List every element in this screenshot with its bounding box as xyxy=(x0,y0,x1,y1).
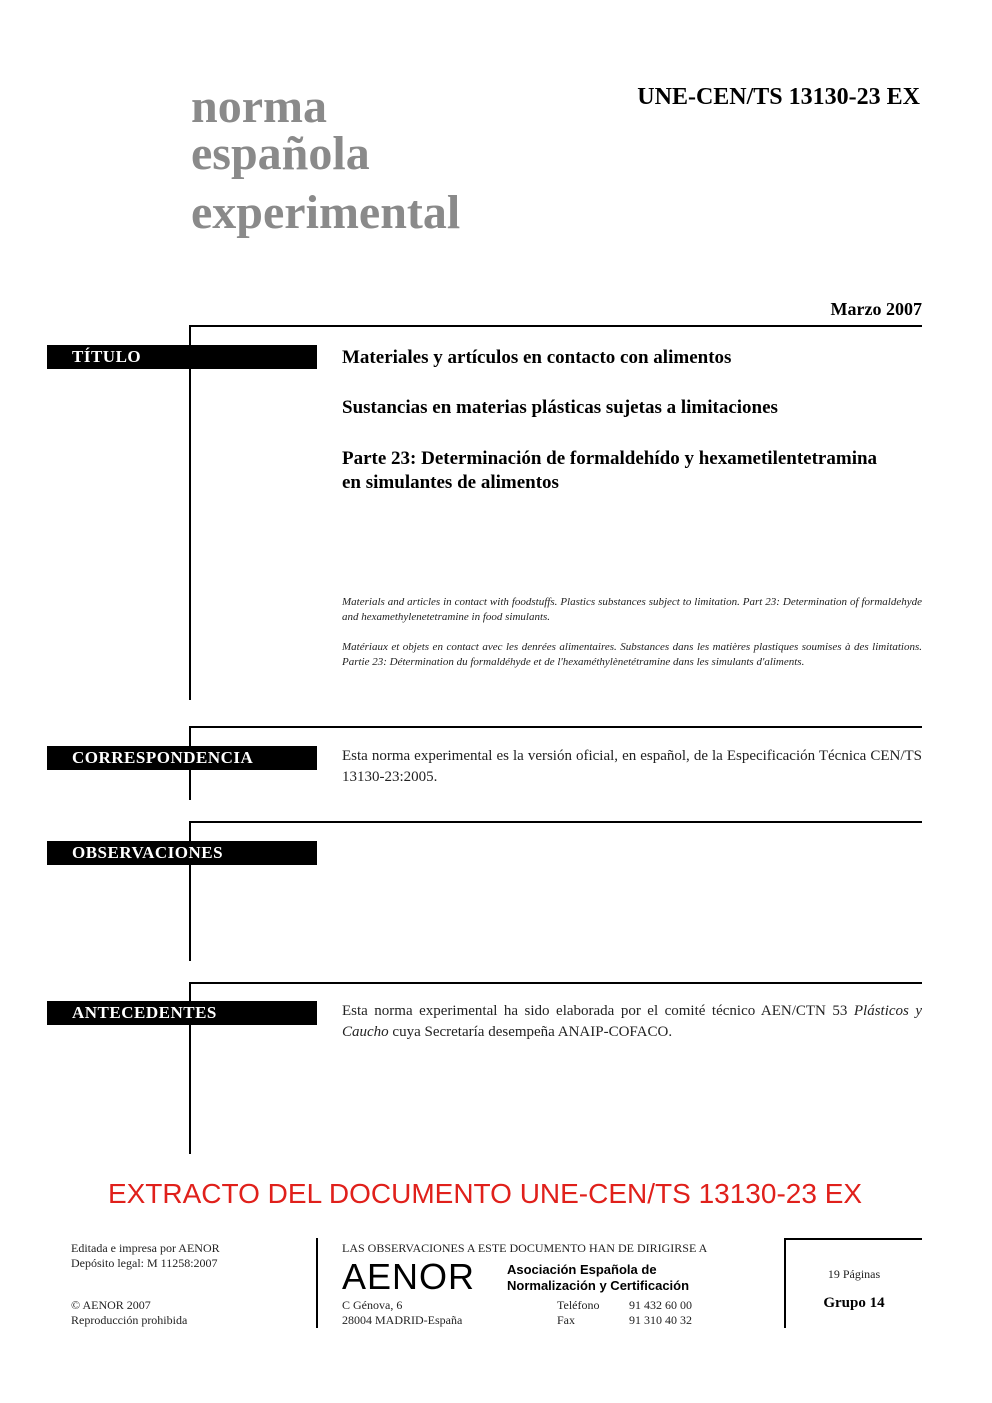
footer-deposit: Depósito legal: M 11258:2007 xyxy=(71,1256,218,1270)
header-experimental: experimental xyxy=(191,186,461,239)
title-french: Matériaux et objets en contact avec les denrées alimentaires. Substances dans les matières plastiques soumises à des limitations. Partie 23: Détermination du formaldéhyde et de l'hexaméthylènetétramine dans les simulants d'aliments. xyxy=(342,641,922,668)
antecedentes-top-rule xyxy=(189,982,922,984)
titulo-top-rule xyxy=(189,325,922,327)
titulo-vertical-rule xyxy=(189,325,191,700)
antecedentes-text-end: cuya Secretaría desempeña ANAIP-COFACO. xyxy=(388,1024,673,1040)
footer-separator-left xyxy=(316,1238,318,1328)
correspondencia-label: CORRESPONDENCIA xyxy=(47,746,317,770)
observaciones-label: OBSERVACIONES xyxy=(47,841,317,865)
title-english: Materials and articles in contact with foodstuffs. Plastics substances subject to limitation. Part 23: Determination of formaldehyde and hexamethylenetetramine in food simulants. xyxy=(342,596,922,623)
title-main: Materiales y artículos en contacto con alimentos xyxy=(342,347,732,368)
footer-fax: 91 310 40 32 xyxy=(629,1313,692,1327)
footer-phone: 91 432 60 00 xyxy=(629,1298,692,1312)
aenor-org-name xyxy=(507,1262,689,1294)
document-date: Marzo 2007 xyxy=(830,299,922,319)
aenor-logo: AENOR xyxy=(342,1256,476,1297)
footer-box-top-rule xyxy=(784,1238,922,1240)
titulo-label: TÍTULO xyxy=(47,345,317,369)
committee-name: Plásticos y Caucho xyxy=(342,1003,923,1040)
footer-separator-right xyxy=(784,1238,786,1328)
aenor-org-line2: Normalización y Certificación xyxy=(507,1278,690,1293)
title-part-line1: Parte 23: Determinación de formaldehído y hexametilentetramina xyxy=(342,448,878,469)
footer-address1: C Génova, 6 xyxy=(342,1298,403,1312)
footer-reproduction: Reproducción prohibida xyxy=(71,1313,188,1327)
header-norma: norma xyxy=(191,80,327,133)
document-code: UNE-CEN/TS 13130-23 EX xyxy=(637,84,920,110)
title-sub: Sustancias en materias plásticas sujetas a limitaciones xyxy=(342,397,778,418)
title-part-line2: en simulantes de alimentos xyxy=(342,472,559,493)
observaciones-top-rule xyxy=(189,821,922,823)
antecedentes-label: ANTECEDENTES xyxy=(47,1001,317,1025)
footer-copyright: © AENOR 2007 xyxy=(71,1298,151,1312)
footer-group: Grupo 14 xyxy=(823,1295,885,1311)
antecedentes-text-start: Esta norma experimental ha sido elaborada por el comité técnico AEN/CTN 53 xyxy=(342,1003,854,1019)
aenor-org-line1: Asociación Española de xyxy=(507,1262,657,1277)
footer-edited: Editada e impresa por AENOR xyxy=(71,1241,220,1255)
footer-fax-label: Fax xyxy=(557,1313,575,1327)
header-espanola: española xyxy=(191,127,370,180)
footer-phone-label: Teléfono xyxy=(557,1298,600,1312)
footer-pages: 19 Páginas xyxy=(827,1267,881,1281)
footer-observations-note: LAS OBSERVACIONES A ESTE DOCUMENTO HAN DE DIRIGIRSE A xyxy=(342,1241,708,1255)
antecedentes-text xyxy=(342,1001,922,1043)
footer-address2: 28004 MADRID-España xyxy=(342,1313,463,1327)
correspondencia-top-rule xyxy=(189,726,922,728)
extract-notice: EXTRACTO DEL DOCUMENTO UNE-CEN/TS 13130-23 EX xyxy=(107,1178,863,1209)
correspondencia-text: Esta norma experimental es la versión oficial, en español, de la Especificación Técnica CEN/TS 13130-23:2005. xyxy=(342,748,922,785)
